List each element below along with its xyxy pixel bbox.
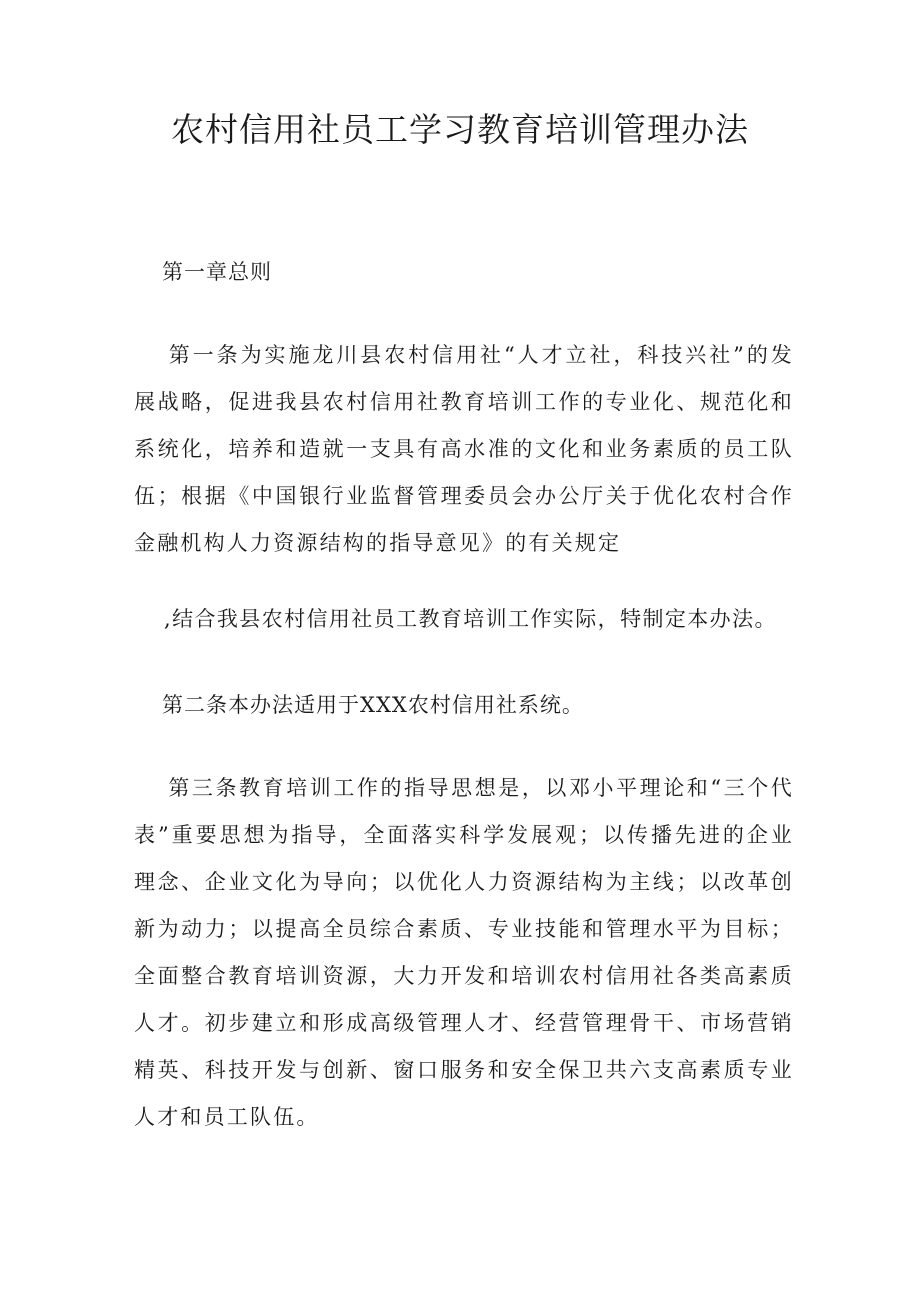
article-3-text: 第三条教育培训工作的指导思想是，以邓小平理论和“三个代表”重要思想为指导，全面落实科学发展观；以传播先进的企业理念、企业文化为导向；以优化人力资源结构为主线；以改革创新为动力；以提高全员综合素质、专业技能和管理水平为目标；全面整合教育培训资源，大力开发和培训农村信用社各类高素质人才。初步建立和形成高级管理人才、经营管理骨干、市场营销精英、科技开发与创新、窗口服务和安全保卫共六支高素质专业人才和员工队伍。 bbox=[134, 776, 794, 1129]
article-2-paragraph: 第二条本办法适用于XXX农村信用社系统。 bbox=[162, 693, 584, 717]
document-title: 农村信用社员工学习教育培训管理办法 bbox=[171, 110, 749, 149]
article-3-paragraph bbox=[134, 765, 794, 1141]
chapter-heading: 第一章总则 bbox=[162, 260, 272, 284]
article-1-continuation: ,结合我县农村信用社员工教育培训工作实际，特制定本办法。 bbox=[164, 607, 777, 631]
article-1-paragraph bbox=[134, 332, 794, 567]
article-1-text: 第一条为实施龙川县农村信用社“人才立社，科技兴社”的发展战略，促进我县农村信用社教育培训工作的专业化、规范化和系统化，培养和造就一支具有高水准的文化和业务素质的员工队伍；根据《中国银行业监督管理委员会办公厅关于优化农村合作金融机构人力资源结构的指导意见》的有关规定 bbox=[134, 343, 794, 555]
